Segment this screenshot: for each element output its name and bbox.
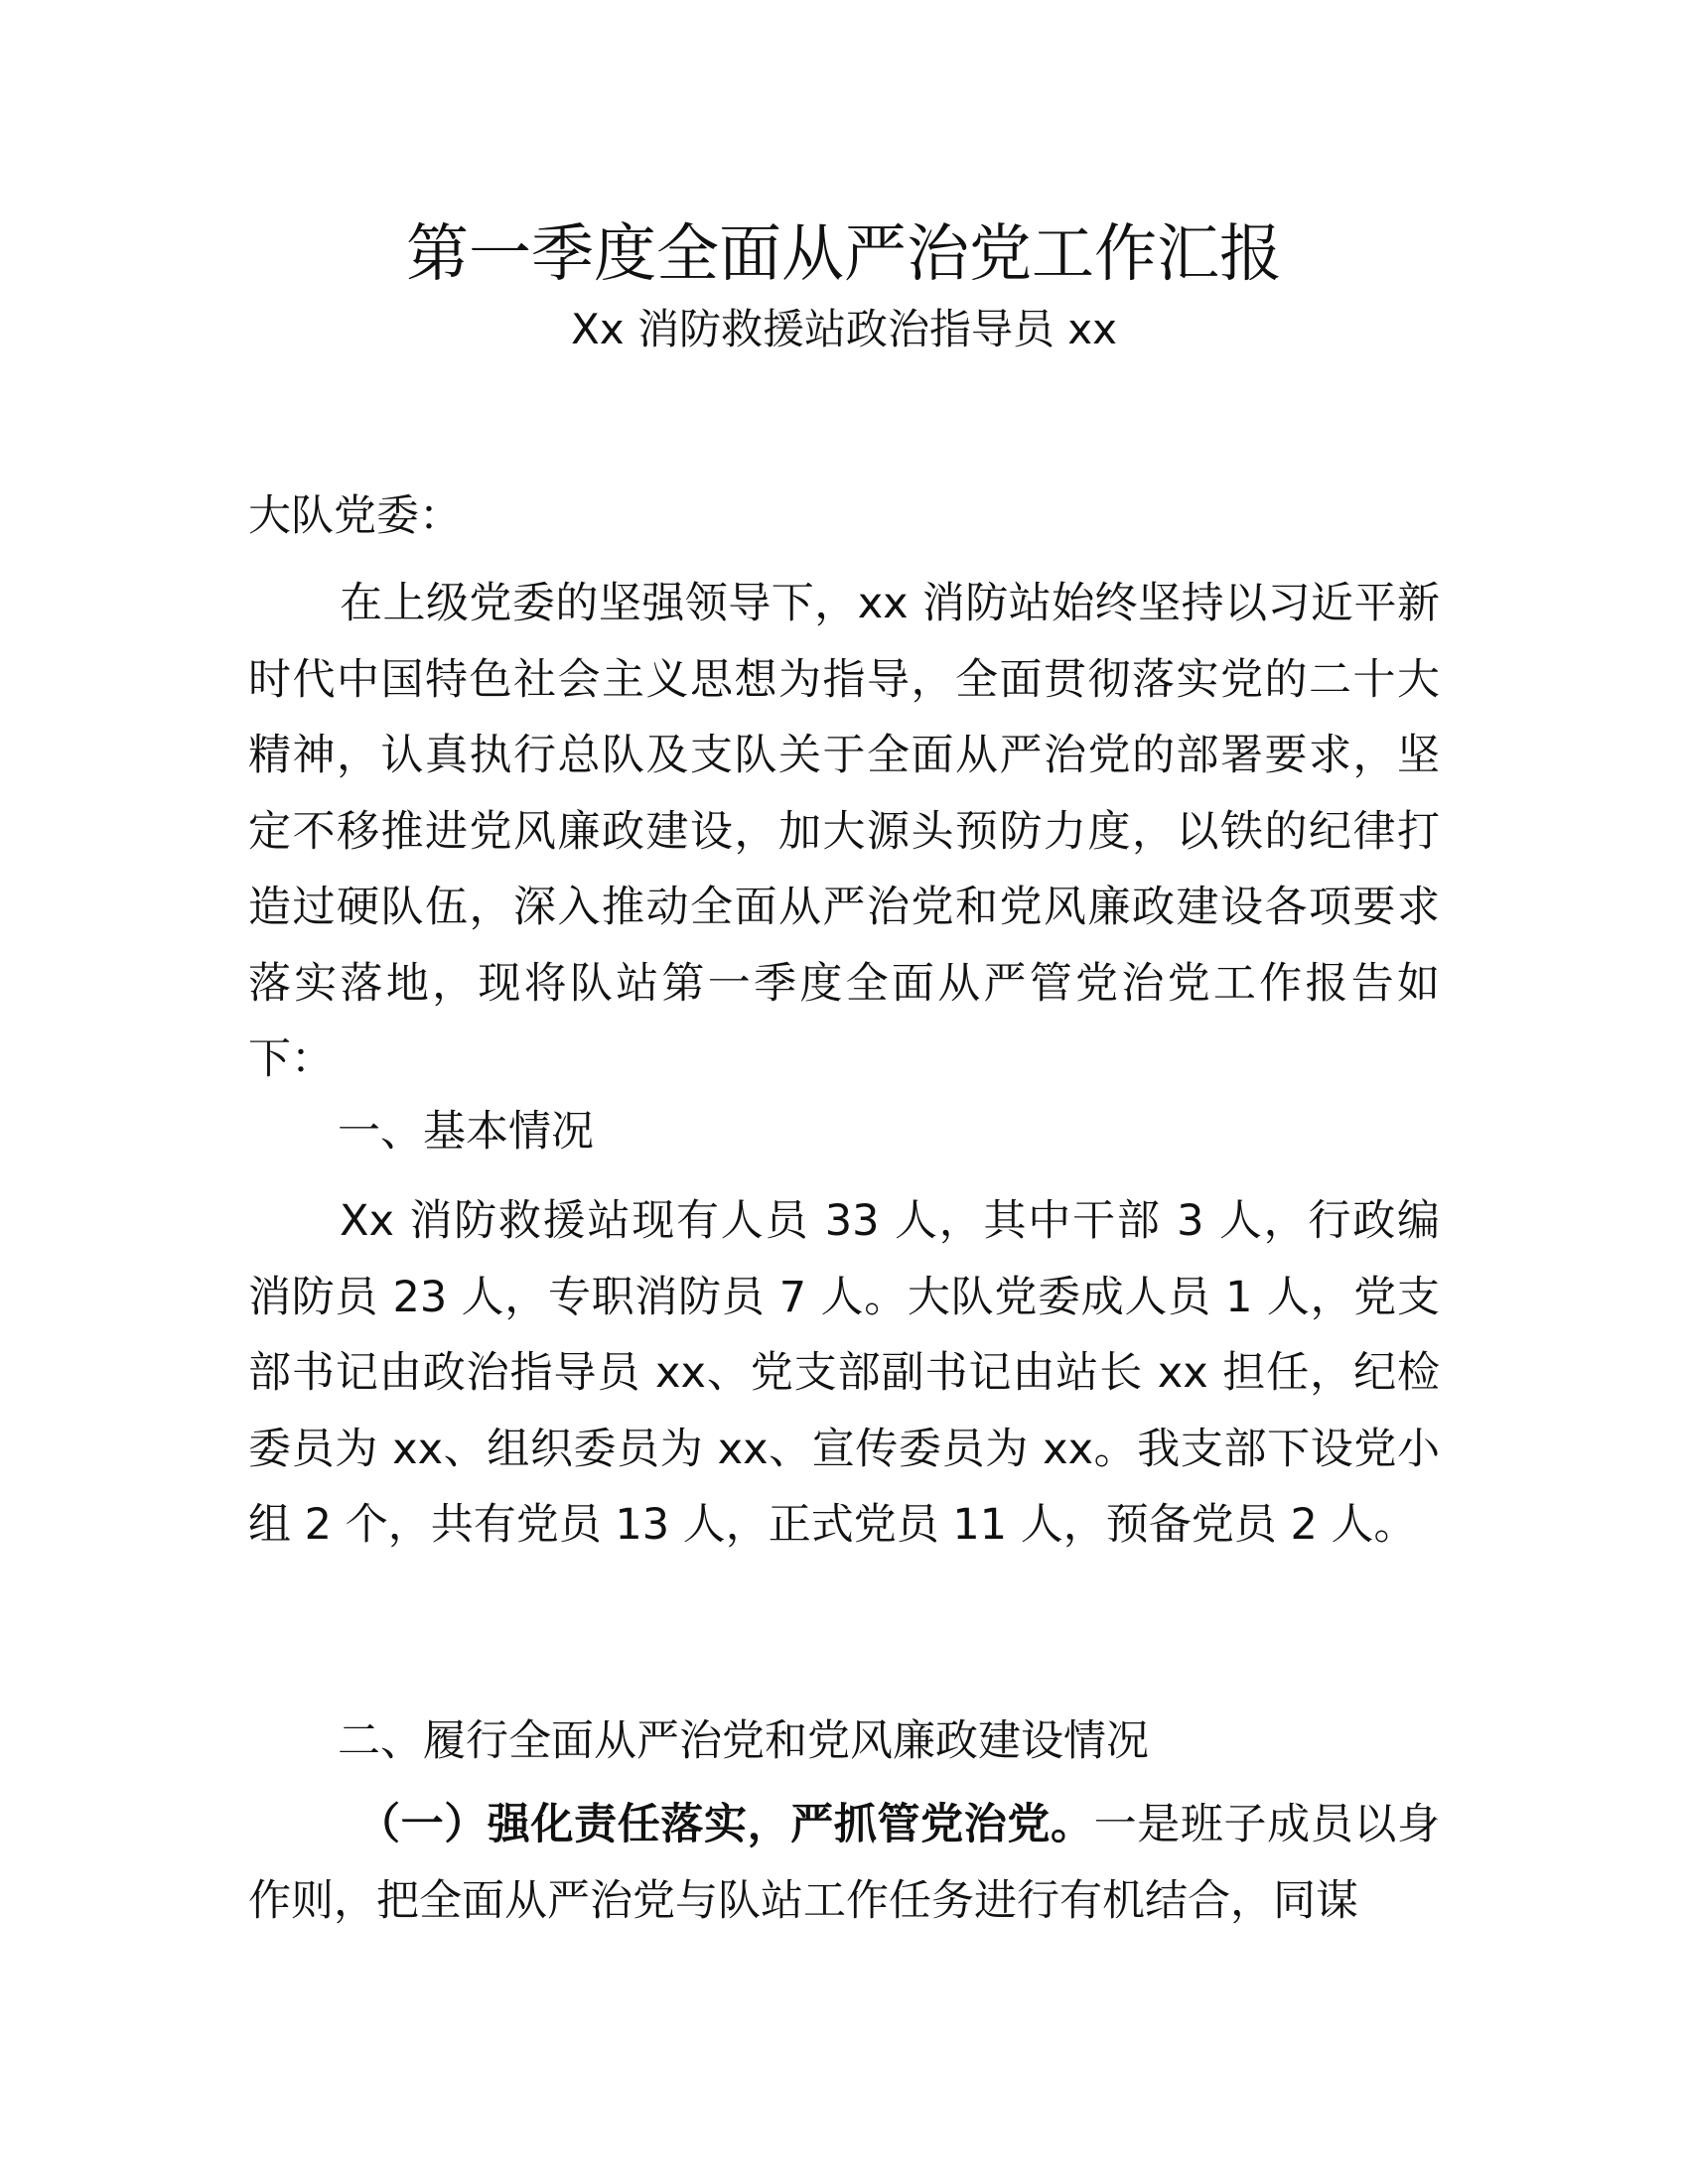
subsection-heading: （一）强化责任落实，严抓管党治党。 [357, 1800, 1094, 1849]
subsection-paragraph [248, 1787, 1440, 1939]
basic-situation-paragraph: Xx 消防救援站现有人员 33 人，其中干部 3 人，行政编消防员 23 人，专职消防员 7 人。大队党委成人员 1 人，党支部书记由政治指导员 xx、党支部副书记由站长 xx 担任，纪检委员为 xx、组织委员为 xx、宣传委员为 xx。我支部下设党小组 2 个，共有党员 13 人，正式党员 11 人，预备党员 2 人。 [248, 1196, 1440, 1550]
section-heading-basic: 一、基本情况 [338, 1107, 594, 1157]
subsection-text: 一是班子成员以身作则，把全面从严治党与队站工作任务进行有机结合，同谋 [248, 1800, 1440, 1926]
salutation: 大队党委： [248, 491, 462, 541]
section-heading-duties: 二、履行全面从严治党和党风廉政建设情况 [338, 1716, 1149, 1766]
document-title: 第一季度全面从严治党工作汇报 [406, 217, 1282, 290]
intro-paragraph: 在上级党委的坚强领导下，xx 消防站始终坚持以习近平新时代中国特色社会主义思想为指导，全面贯彻落实党的二十大精神，认真执行总队及支队关于全面从严治党的部署要求，坚定不移推进党风廉政建设，加大源头预防力度，以铁的纪律打造过硬队伍，深入推动全面从严治党和党风廉政建设各项要求落实落地，现将队站第一季度全面从严管党治党工作报告如下： [248, 579, 1440, 1084]
author-line: Xx 消防救援站政治指导员 xx [570, 305, 1118, 353]
